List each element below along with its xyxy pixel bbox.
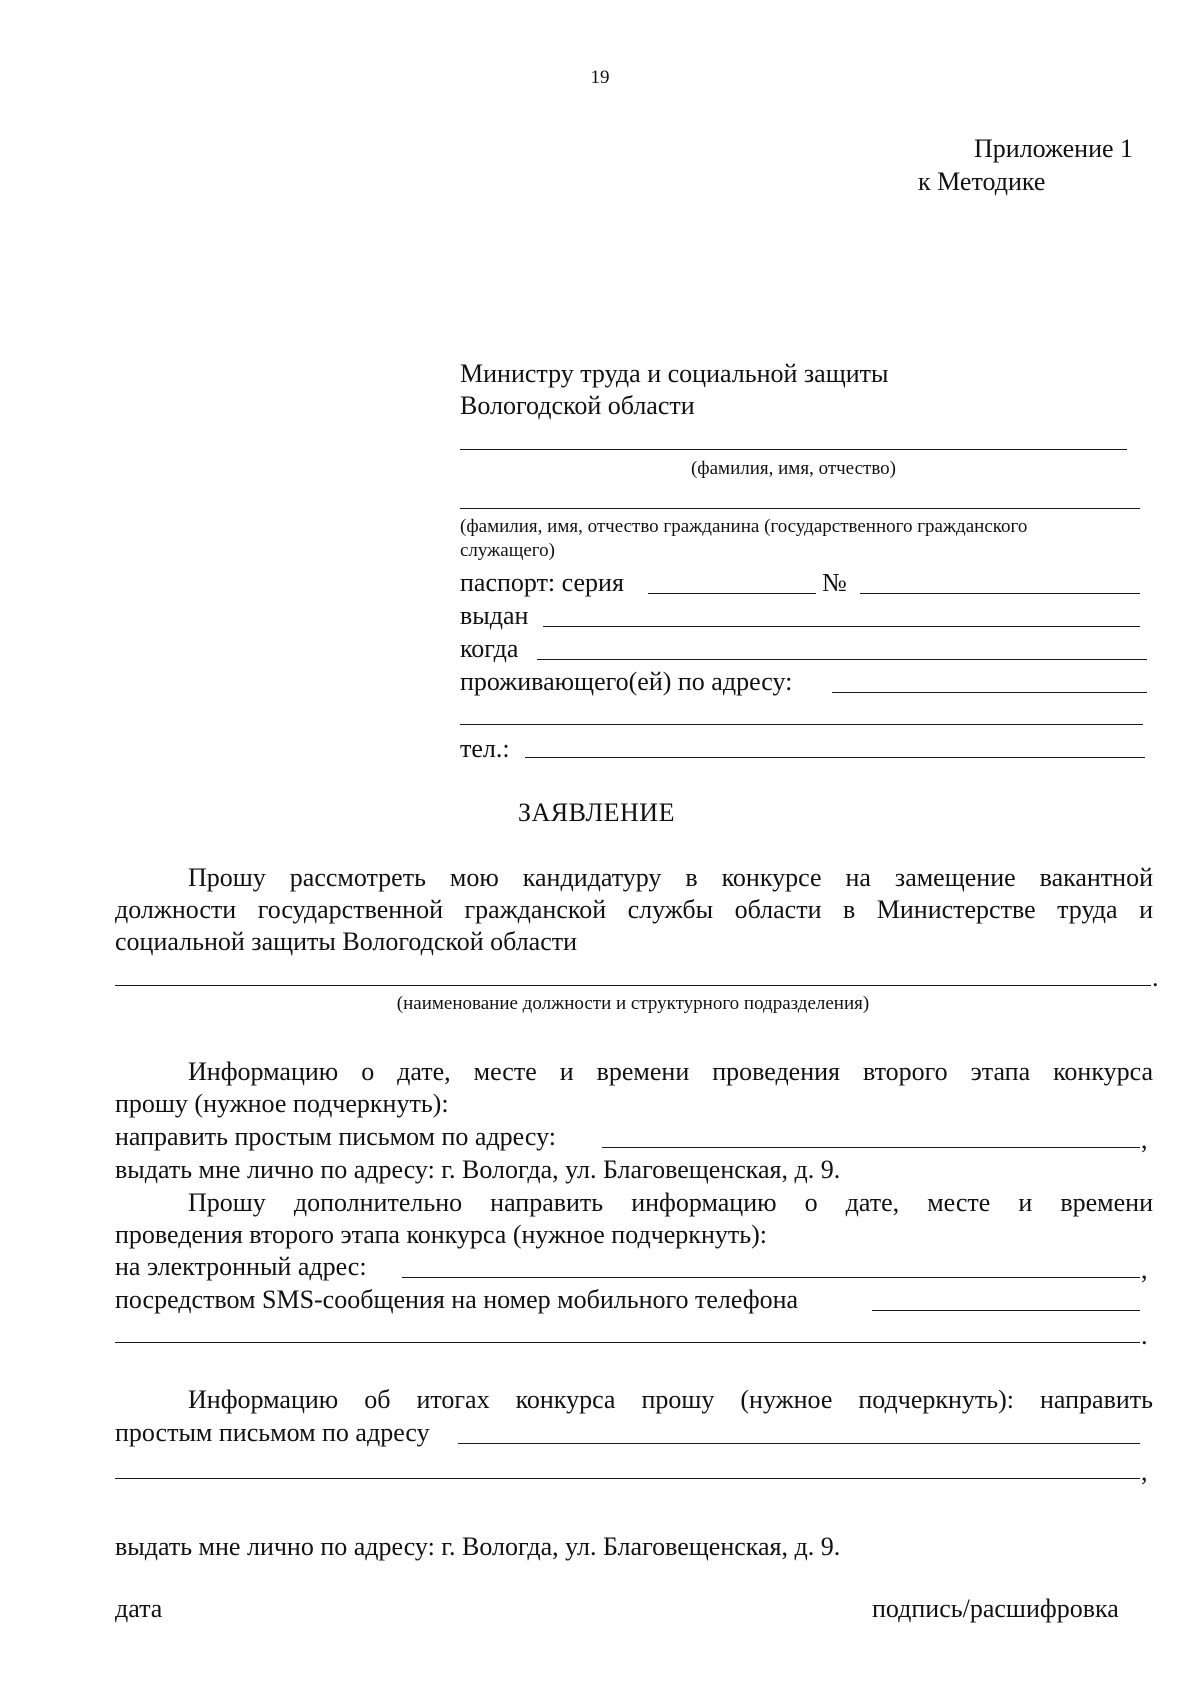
position-caption: (наименование должности и структурного подразделения) — [396, 993, 870, 1014]
personal-pickup-option[interactable]: выдать мне лично по адресу: г. Вологда, ул. Благовещенская, д. 9. — [115, 1155, 841, 1184]
signature-label: подпись/расшифровка — [872, 1594, 1119, 1623]
results-mail-label[interactable]: простым письмом по адресу — [115, 1418, 430, 1447]
passport-number-field[interactable] — [860, 593, 1140, 594]
extra-request-line-1: Прошу дополнительно направить информацию о дате, месте и времени — [188, 1188, 1153, 1217]
applicant-caption-2: служащего) — [460, 540, 555, 561]
mail-comma: , — [1141, 1125, 1148, 1154]
extra-request-line-2: проведения второго этапа конкурса (нужное подчеркнуть): — [115, 1220, 767, 1249]
issued-label: выдан — [460, 601, 529, 630]
applicant-name-field[interactable] — [460, 508, 1140, 509]
phone-number-field[interactable] — [872, 1310, 1140, 1311]
issued-field[interactable] — [543, 626, 1140, 627]
email-field[interactable] — [402, 1277, 1140, 1278]
addressee-line-2: Вологодской области — [460, 391, 695, 420]
addressee-line-1: Министру труда и социальной защиты — [460, 359, 889, 388]
email-comma: , — [1141, 1255, 1148, 1284]
address-field-1[interactable] — [832, 692, 1147, 693]
address-field-2[interactable] — [460, 724, 1143, 725]
results-line-1: Информацию об итогах конкурса прошу (нужное подчеркнуть): направить — [188, 1385, 1153, 1414]
position-field[interactable] — [115, 985, 1151, 986]
request-line-3: социальной защиты Вологодской области — [115, 927, 578, 956]
passport-number-label: № — [822, 568, 847, 597]
passport-series-label: паспорт: серия — [460, 568, 624, 597]
passport-series-field[interactable] — [648, 593, 816, 594]
results-comma: , — [1141, 1457, 1148, 1486]
applicant-caption-1: (фамилия, имя, отчество гражданина (государственного гражданского — [460, 516, 1028, 537]
results-address-field-1[interactable] — [458, 1443, 1140, 1444]
sms-option-label[interactable]: посредством SMS-сообщения на номер мобильного телефона — [115, 1285, 799, 1314]
mail-address-field[interactable] — [602, 1147, 1140, 1148]
minister-name-field[interactable] — [460, 449, 1127, 450]
date-label: дата — [115, 1594, 163, 1623]
document-title: ЗАЯВЛЕНИЕ — [518, 798, 675, 827]
results-personal-option[interactable]: выдать мне лично по адресу: г. Вологда, ул. Благовещенская, д. 9. — [115, 1532, 841, 1561]
fio-caption: (фамилия, имя, отчество) — [690, 458, 896, 479]
request-line-1: Прошу рассмотреть мою кандидатуру в конкурсе на замещение вакантной — [188, 863, 1153, 892]
results-address-field-2[interactable] — [115, 1478, 1140, 1479]
issue-date-label: когда — [460, 634, 519, 663]
second-stage-line-2: прошу (нужное подчеркнуть): — [115, 1089, 449, 1118]
request-line-2: должности государственной гражданской службы области в Министерстве труда и — [115, 895, 1153, 924]
phone-number-field-2[interactable] — [115, 1342, 1140, 1343]
address-label: проживающего(ей) по адресу: — [460, 667, 793, 696]
issue-date-field[interactable] — [537, 659, 1147, 660]
appendix-label: Приложение 1 — [974, 134, 1134, 163]
page-number: 19 — [590, 67, 610, 88]
appendix-reference: к Методике — [918, 167, 1046, 196]
position-period: . — [1152, 963, 1159, 992]
phone-label: тел.: — [460, 734, 510, 763]
second-stage-line-1: Информацию о дате, месте и времени проведения второго этапа конкурса — [188, 1057, 1153, 1086]
phone-field[interactable] — [525, 757, 1145, 758]
email-option-label[interactable]: на электронный адрес: — [115, 1252, 367, 1281]
sms-period: . — [1141, 1321, 1148, 1350]
mail-option-label[interactable]: направить простым письмом по адресу: — [115, 1122, 556, 1151]
